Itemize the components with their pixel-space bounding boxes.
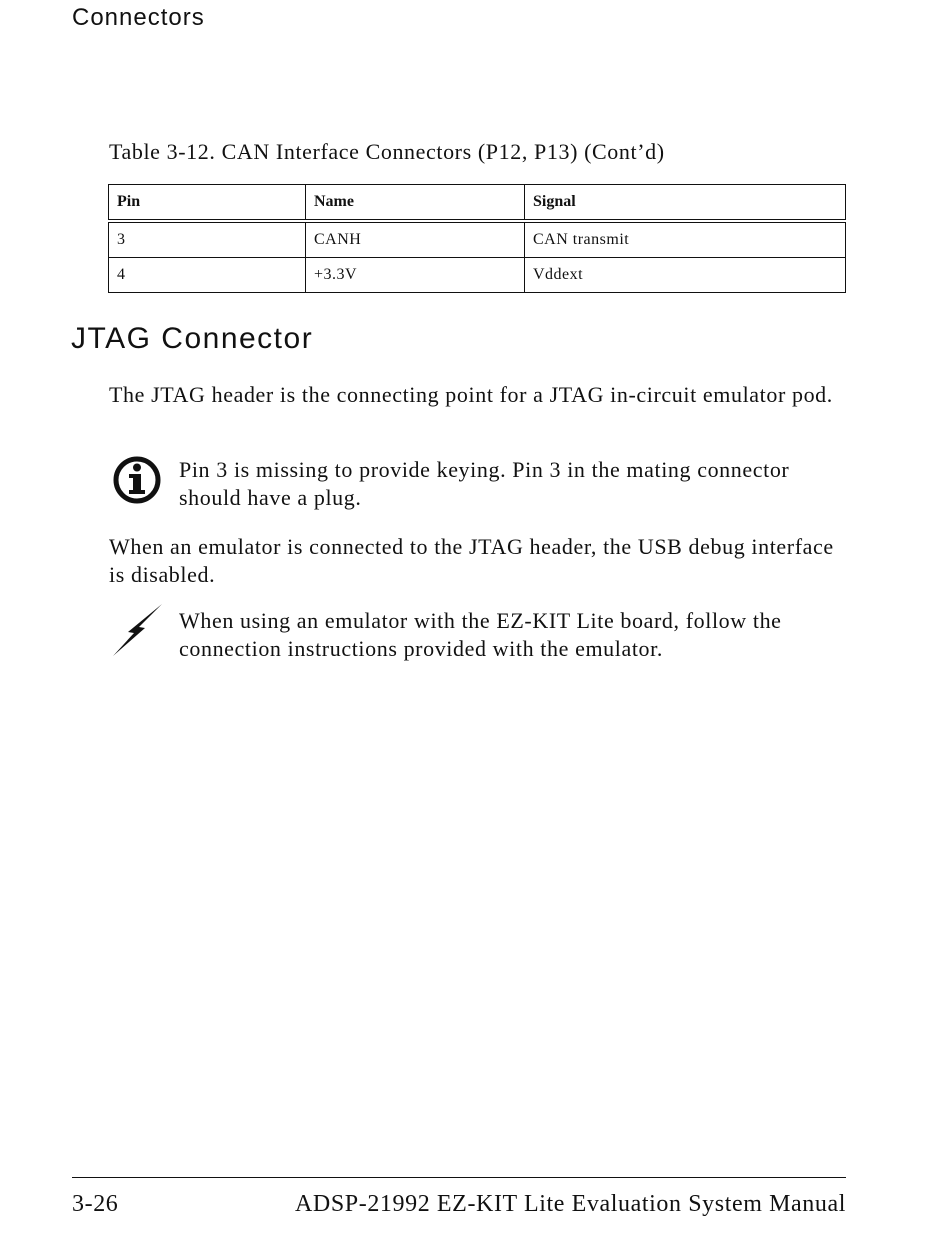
cell-pin: 3 <box>109 221 306 258</box>
cell-pin: 4 <box>109 258 306 293</box>
footer-rule <box>72 1177 846 1178</box>
table-caption: Table 3-12. CAN Interface Connectors (P12, P13) (Cont’d) <box>109 139 665 164</box>
table-row <box>109 258 846 293</box>
column-header-name: Name <box>306 185 525 222</box>
column-header-signal: Signal <box>525 185 846 222</box>
cell-signal: Vddext <box>525 258 846 293</box>
page-number: 3-26 <box>72 1191 119 1217</box>
cell-signal: CAN transmit <box>525 221 846 258</box>
section-heading: JTAG Connector <box>71 322 314 355</box>
column-header-pin: Pin <box>109 185 306 222</box>
table-row <box>109 221 846 258</box>
emulator-paragraph: When an emulator is connected to the JTAG header, the USB debug interface is disabled. <box>109 534 834 587</box>
info-note-text: Pin 3 is missing to provide keying. Pin 3 in the mating connector should have a plug. <box>179 457 790 510</box>
manual-title: ADSP-21992 EZ-KIT Lite Evaluation System Manual <box>294 1191 846 1217</box>
running-head: Connectors <box>72 4 205 31</box>
lightning-bolt-icon <box>112 603 164 662</box>
cell-name: CANH <box>306 221 525 258</box>
info-icon <box>112 455 162 510</box>
table-header-row <box>109 185 846 222</box>
can-connector-table <box>108 184 846 293</box>
jtag-description-paragraph: The JTAG header is the connecting point for a JTAG in-circuit emulator pod. <box>109 382 833 407</box>
warning-note-text: When using an emulator with the EZ-KIT Lite board, follow the connection instructions provided with the emulator. <box>179 608 782 661</box>
cell-name: +3.3V <box>306 258 525 293</box>
